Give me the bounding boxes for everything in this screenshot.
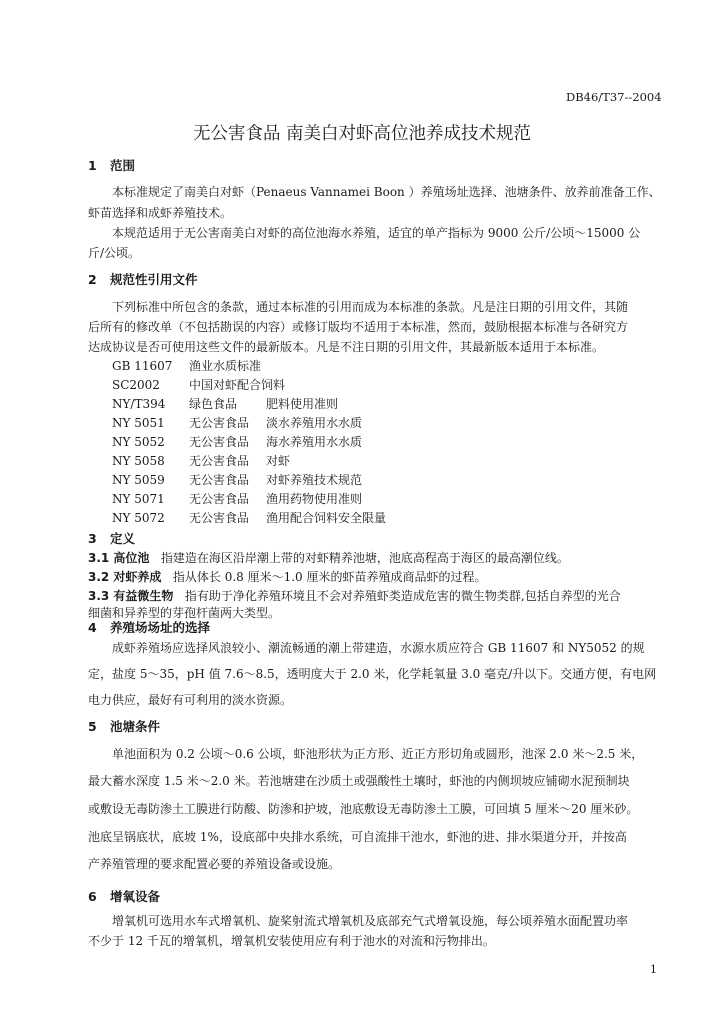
paragraph-line: 池底呈锅底状，底坡 1%，设底部中央排水系统，可自流排干池水，虾池的进、排水渠道分开，并按高 [88, 830, 627, 844]
paragraph-line: 后所有的修改单（不包括勘误的内容）或修订版均不适用于本标准，然而，鼓励根据本标准与各研究方 [88, 320, 629, 334]
section-number: 5 [88, 719, 97, 734]
paragraph-line: 定，盐度 5～35，pH 值 7.6～8.5，透明度大于 2.0 米，化学耗氧量 3.0 毫克/升以下。交通方便，有电网 [88, 667, 657, 681]
reference-row: NY 5052 无公害食品 海水养殖用水水质 [112, 435, 363, 449]
definition-term: 3.3 有益微生物 [88, 589, 174, 603]
section-title: 增氧设备 [110, 889, 161, 904]
definition-3-1 [88, 549, 569, 566]
section-1-heading [88, 156, 135, 174]
section-title: 池塘条件 [110, 719, 161, 734]
paragraph-line: 本规范适用于无公害南美白对虾的高位池海水养殖，适宜的单产指标为 9000 公斤/公顷～15000 公 [112, 226, 641, 240]
document-code: DB46/T37--2004 [566, 90, 662, 104]
paragraph-line: 电力供应，最好有可利用的淡水资源。 [88, 693, 293, 707]
definition-3-2 [88, 568, 487, 585]
definition-term: 3.2 对虾养成 [88, 570, 162, 584]
section-5-heading [88, 717, 160, 735]
definition-term: 3.1 高位池 [88, 551, 150, 565]
section-3-heading [88, 529, 135, 547]
definition-text: 指有助于净化养殖环境且不会对养殖虾类造成危害的微生物类群,包括自养型的光合 [184, 589, 621, 603]
paragraph-line: 下列标准中所包含的条款，通过本标准的引用而成为本标准的条款。凡是注日期的引用文件，其随 [112, 300, 629, 314]
section-6-heading [88, 887, 160, 905]
paragraph-line: 或敷设无毒防渗土工膜进行防酸、防渗和护坡，池底敷设无毒防渗土工膜，可回填 5 厘米～20 厘米砂。 [88, 802, 639, 816]
section-number: 1 [88, 158, 97, 173]
definition-text-cont: 细菌和异养型的芽孢杆菌两大类型。 [88, 606, 281, 620]
section-title: 规范性引用文件 [110, 272, 198, 287]
paragraph-line: 不少于 12 千瓦的增氧机，增氧机安装使用应有利于池水的对流和污物排出。 [88, 934, 495, 948]
paragraph-line: 斤/公顷。 [88, 246, 141, 260]
reference-row: NY 5071 无公害食品 渔用药物使用准则 [112, 492, 363, 506]
page-number: 1 [650, 963, 657, 976]
section-title: 定义 [110, 531, 136, 546]
paragraph-line: 产养殖管理的要求配置必要的养殖设备或设施。 [88, 857, 341, 871]
section-title: 范围 [110, 158, 136, 173]
reference-row: NY 5058 无公害食品 对虾 [112, 454, 291, 468]
section-number: 4 [88, 620, 97, 635]
paragraph-line: 本标准规定了南美白对虾（Penaeus Vannamei Boon ）养殖场址选择、池塘条件、放养前准备工作、 [112, 185, 661, 199]
paragraph-line: 增氧机可选用水车式增氧机、旋桨射流式增氧机及底部充气式增氧设施，每公顷养殖水面配置功率 [112, 914, 629, 928]
reference-row: NY/T394 绿色食品 肥料使用准则 [112, 397, 339, 411]
paragraph-line: 单池面积为 0.2 公顷～0.6 公顷，虾池形状为正方形、近正方形切角或圆形，池深 2.0 米～2.5 米， [112, 747, 644, 761]
reference-row: NY 5051 无公害食品 淡水养殖用水水质 [112, 416, 363, 430]
paragraph-line: 达成协议是否可使用这些文件的最新版本。凡是不注日期的引用文件，其最新版本适用于本标准。 [88, 340, 605, 354]
reference-row: GB 11607 渔业水质标准 [112, 359, 262, 373]
paragraph-line: 成虾养殖场应选择风浪较小、潮流畅通的潮上带建造，水源水质应符合 GB 11607 和 NY5052 的规 [112, 641, 645, 655]
section-number: 3 [88, 531, 97, 546]
page-title: 无公害食品 南美白对虾高位池养成技术规范 [192, 124, 532, 144]
reference-row: SC2002 中国对虾配合饲料 [112, 378, 286, 392]
definition-3-3 [88, 587, 621, 604]
section-title: 养殖场场址的选择 [110, 620, 211, 635]
paragraph-line: 最大蓄水深度 1.5 米～2.0 米。若池塘建在沙质土或强酸性土壤时，虾池的内侧坝坡应铺砌水泥预制块 [88, 774, 630, 788]
reference-row: NY 5059 无公害食品 对虾养殖技术规范 [112, 473, 363, 487]
definition-text: 指建造在海区沿岸潮上带的对虾精养池塘，池底高程高于海区的最高潮位线。 [160, 551, 569, 565]
section-number: 2 [88, 272, 97, 287]
section-2-heading [88, 270, 198, 288]
section-number: 6 [88, 889, 97, 904]
definition-text: 指从体长 0.8 厘米～1.0 厘米的虾苗养殖成商品虾的过程。 [172, 570, 487, 584]
reference-row: NY 5072 无公害食品 渔用配合饲料安全限量 [112, 511, 387, 525]
paragraph-line: 虾苗选择和成虾养殖技术。 [88, 206, 233, 220]
section-4-heading [88, 618, 210, 636]
